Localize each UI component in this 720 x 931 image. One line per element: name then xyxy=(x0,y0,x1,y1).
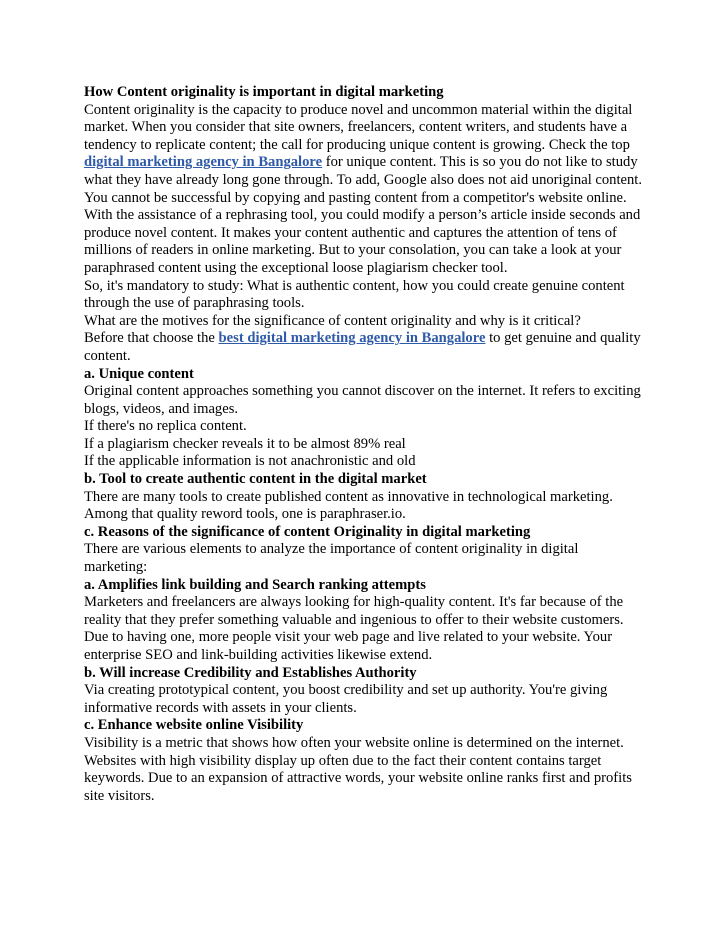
paragraph-plagiarism-check: If a plagiarism checker reveals it to be almost 89% real xyxy=(84,435,406,452)
paragraph-elements: There are various elements to analyze the importance of content originality in digital marketing: xyxy=(84,541,579,576)
heading-reasons: c. Reasons of the significance of content Originality in digital marketing xyxy=(84,523,531,540)
paragraph-visibility: Visibility is a metric that shows how often your website online is determined on the internet. Websites with high visibility display up often due to the fact their content contains target keywords. Due to an expansion of attractive words, your website online ranks first and profits site visitors. xyxy=(84,734,632,804)
paragraph-prototypical: Via creating prototypical content, you boost credibility and set up authority. You're giving informative records with assets in your clients. xyxy=(84,682,608,716)
agency-link-2[interactable]: best digital marketing agency in Bangalore xyxy=(218,330,486,347)
paragraph-intro xyxy=(84,102,644,208)
paragraph-choose-text-1: Before that choose the xyxy=(84,330,219,347)
paragraph-original: Original content approaches something you cannot discover on the internet. It refers to exciting blogs, videos, and images. xyxy=(84,383,641,417)
paragraph-intro-text-1: Content originality is the capacity to produce novel and uncommon material within the digital market. When you consider that site owners, freelancers, content writers, and students have a tendency to replicate content; the call for producing unique content is growing. Check the top xyxy=(84,101,633,153)
paragraph-tools: There are many tools to create published content as innovative in technological marketing. Among that quality reword tools, one is paraphraser.io. xyxy=(84,488,613,523)
paragraph-rephrasing: With the assistance of a rephrasing tool, you could modify a person’s article inside seconds and produce novel content. It makes your content authentic and captures the attention of tens of millions of readers in online marketing. But to your consolation, you can take a look at your paraphrased content using the exceptional loose plagiarism checker tool. xyxy=(84,207,641,276)
paragraph-intro-text-2: for unique content. This is so you do not like to study what they have already long gone through. To add, Google also does not aid unoriginal content. You cannot be successful by copying and pasting content from a competitor's website online. xyxy=(84,154,643,206)
paragraph-mandatory: So, it's mandatory to study: What is authentic content, how you could create genuine content through the use of paraphrasing tools. xyxy=(84,277,625,312)
agency-link-1[interactable]: digital marketing agency in Bangalore xyxy=(84,154,323,171)
paragraph-no-replica: If there's no replica content. xyxy=(84,418,247,435)
paragraph-motives: What are the motives for the significance of content originality and why is it critical? xyxy=(84,312,581,329)
paragraph-applicable-info: If the applicable information is not anachronistic and old xyxy=(84,453,416,470)
paragraph-choose-text-2: to get genuine and quality content. xyxy=(84,330,641,364)
paragraph-choose xyxy=(84,330,644,365)
paragraph-marketers: Marketers and freelancers are always looking for high-quality content. It's far because of the reality that they prefer something valuable and ingenious to offer to their website customers. Due to having one, more people visit your web page and live related to your website. Your enterprise SEO and link-building activities likewise extend. xyxy=(84,594,624,663)
heading-link-building: a. Amplifies link building and Search ranking attempts xyxy=(84,576,426,593)
heading-tool: b. Tool to create authentic content in the digital market xyxy=(84,471,427,488)
heading-unique-content: a. Unique content xyxy=(84,365,194,382)
heading-visibility: c. Enhance website online Visibility xyxy=(84,717,304,734)
document-page xyxy=(84,84,644,805)
heading-main: How Content originality is important in digital marketing xyxy=(84,84,444,100)
heading-credibility: b. Will increase Credibility and Establishes Authority xyxy=(84,664,417,681)
